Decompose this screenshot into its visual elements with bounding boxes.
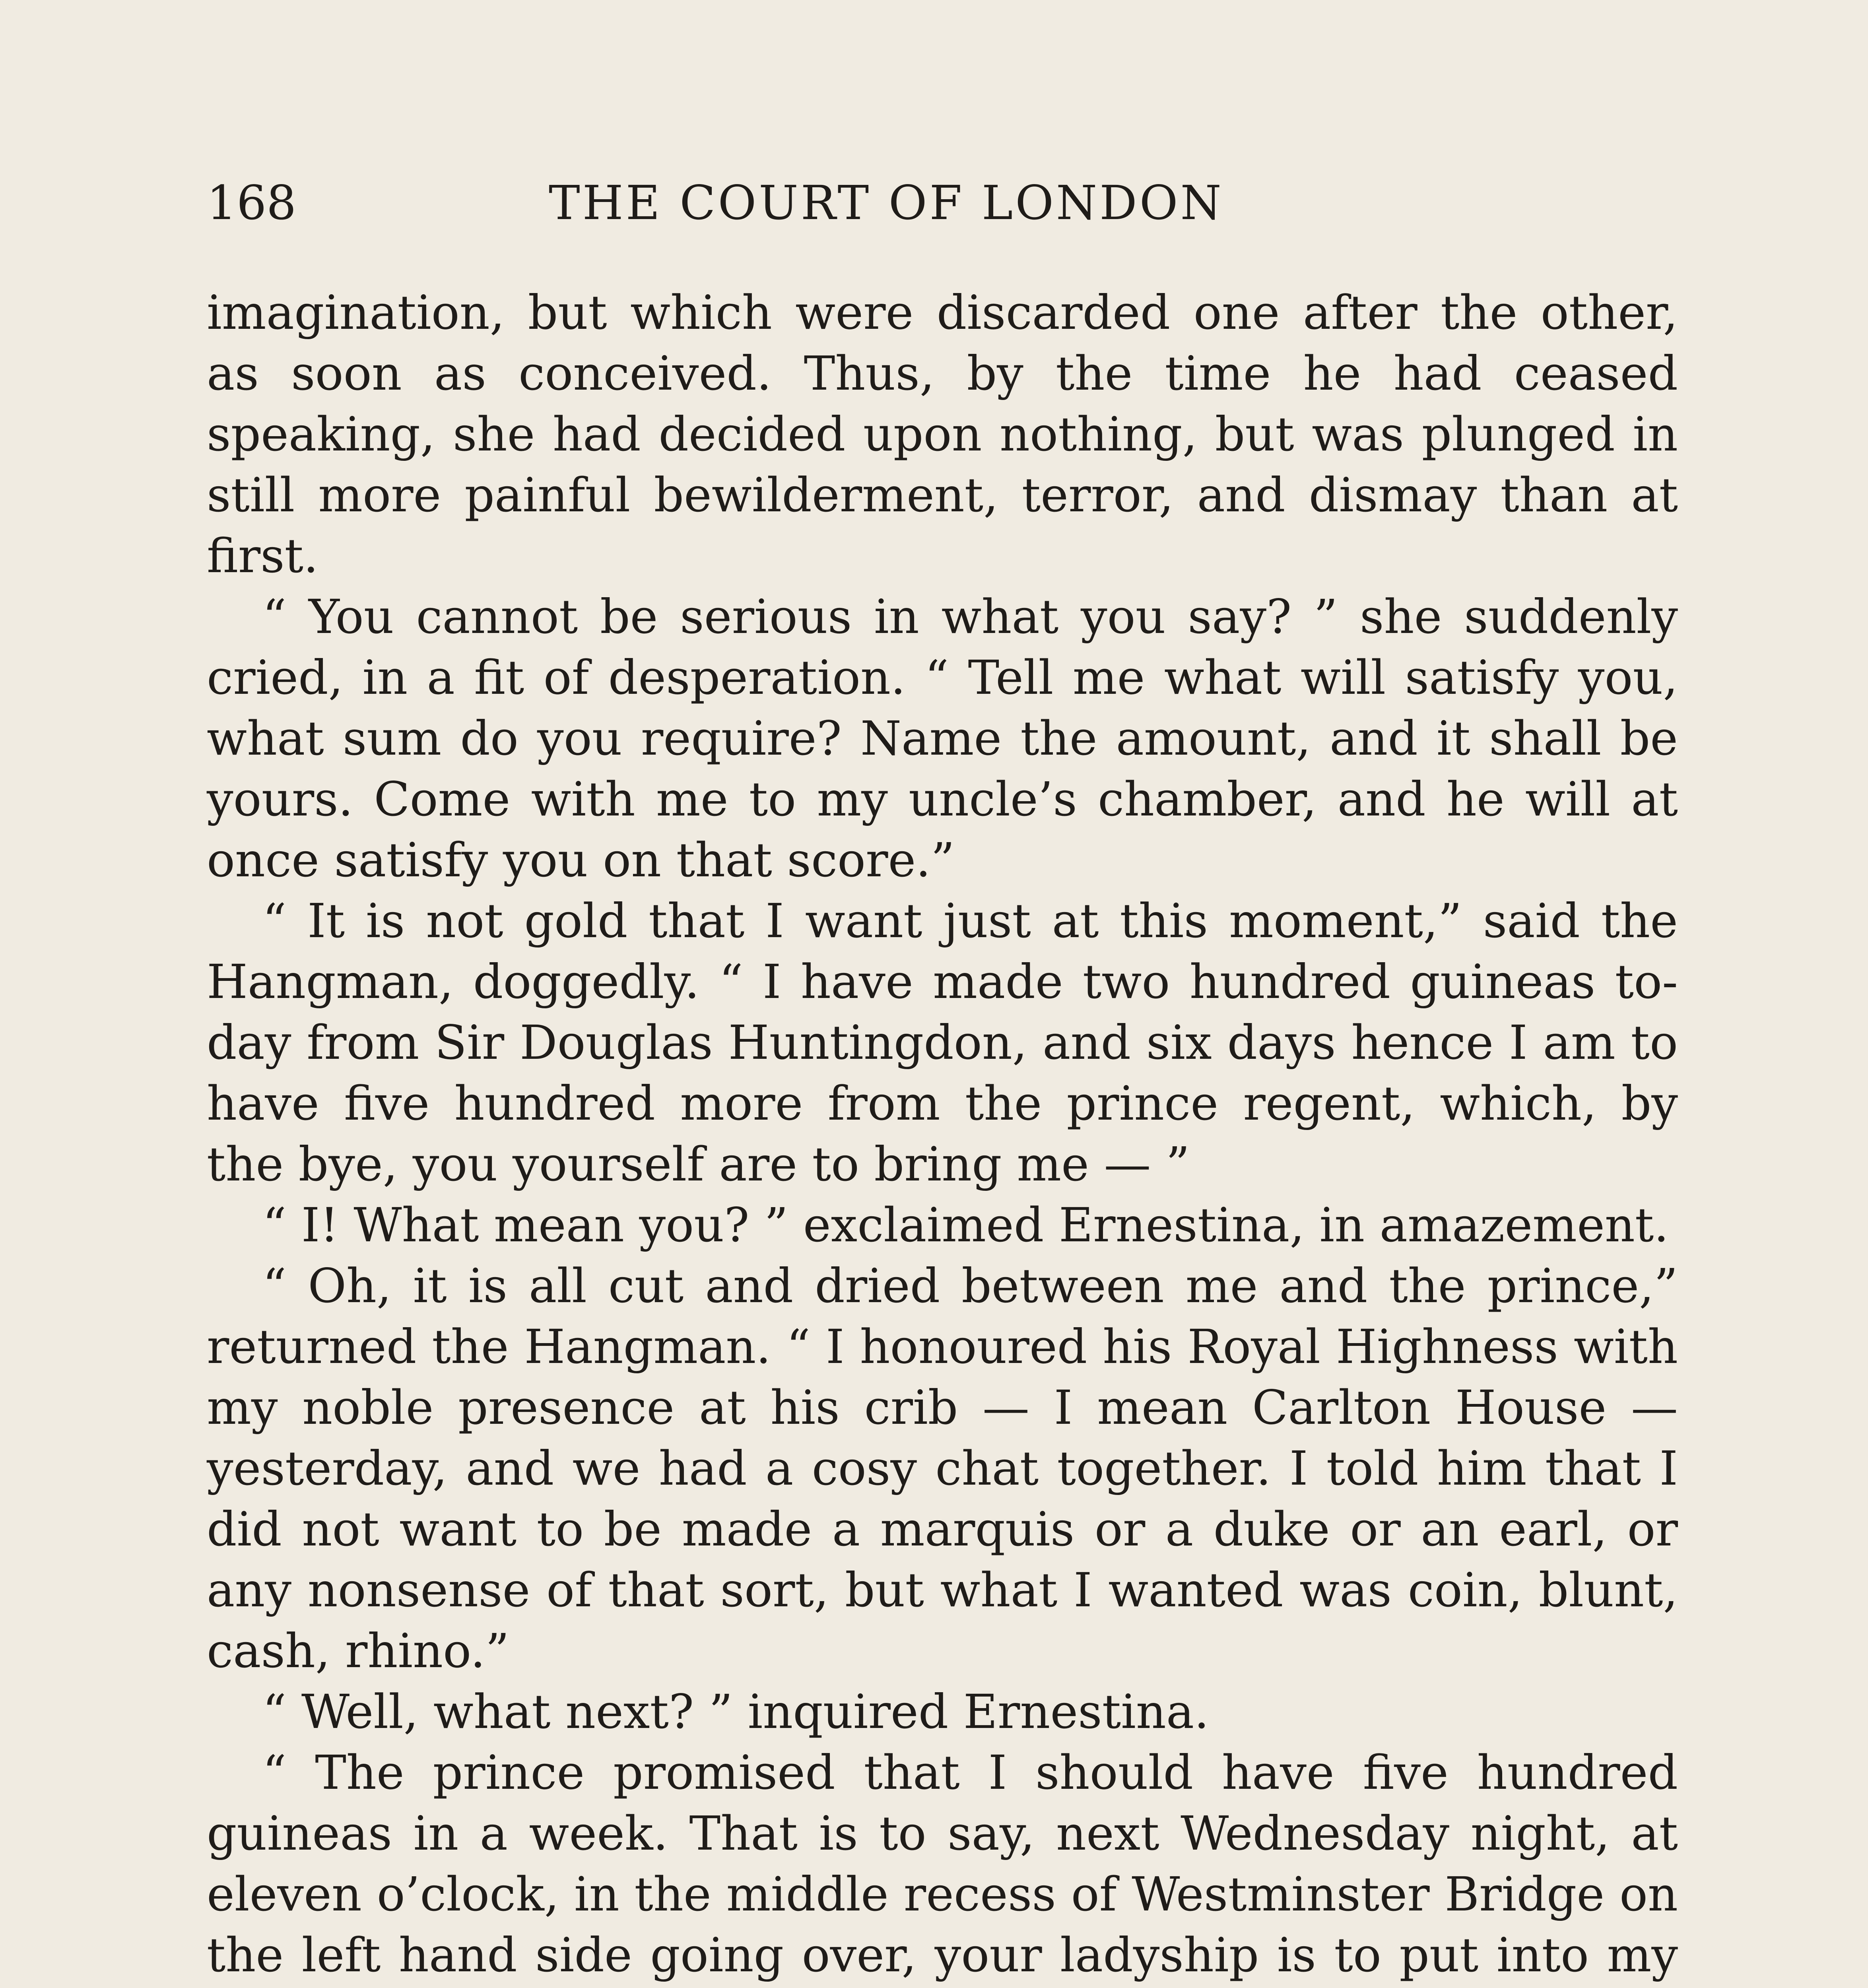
paragraph-5: “ Oh, it is all cut and dried between me and the prince,” returned the Hangman. “ I honoured his Royal Highness with my noble presence at his crib — I mean Carlton House — yesterday, and we had a cosy chat together. I told him that I did not want to be made a marquis or a duke or an earl, or any nonsense of that sort, but what I wanted was coin, blunt, cash, rhino.” (207, 1258, 1678, 1678)
page-number: 168 (207, 175, 297, 230)
paragraph-7: “ The prince promised that I should have five hundred guineas in a week. That is to say, next Wednesday night, at eleven o’clock, in the middle recess of Westminster Bridge on the left hand side going over, your ladyship is to put into my (207, 1745, 1678, 1982)
paragraph-4: “ I! What mean you? ” exclaimed Ernestina, in amazement. (262, 1198, 1669, 1252)
paragraph-3: “ It is not gold that I want just at this moment,” said the Hangman, doggedly. “ I have made two hundred guineas to-day from Sir Douglas Huntingdon, and six days hence I am to have five hundred more from the prince regent, which, by the bye, you yourself are to bring me — ” (207, 893, 1678, 1192)
paragraph-6: “ Well, what next? ” inquired Ernestina. (262, 1684, 1209, 1739)
paragraph-2: “ You cannot be serious in what you say? ” she suddenly cried, in a fit of desperation. “ Tell me what will satisfy you, what sum do you require? Name the amount, and it shall be yours. Come with me to my uncle’s chamber, and he will at once satisfy you on that score.” (207, 589, 1678, 887)
paragraph-1: imagination, but which were discarded one after the other, as soon as conceived. Thus, by the time he had ceased speaking, she had decided upon nothing, but was plunged in still more painful bewilderment, terror, and dismay than at first. (207, 285, 1678, 583)
body-text (207, 282, 1678, 1988)
running-head (207, 169, 1678, 237)
running-title: THE COURT OF LONDON (549, 175, 1224, 230)
